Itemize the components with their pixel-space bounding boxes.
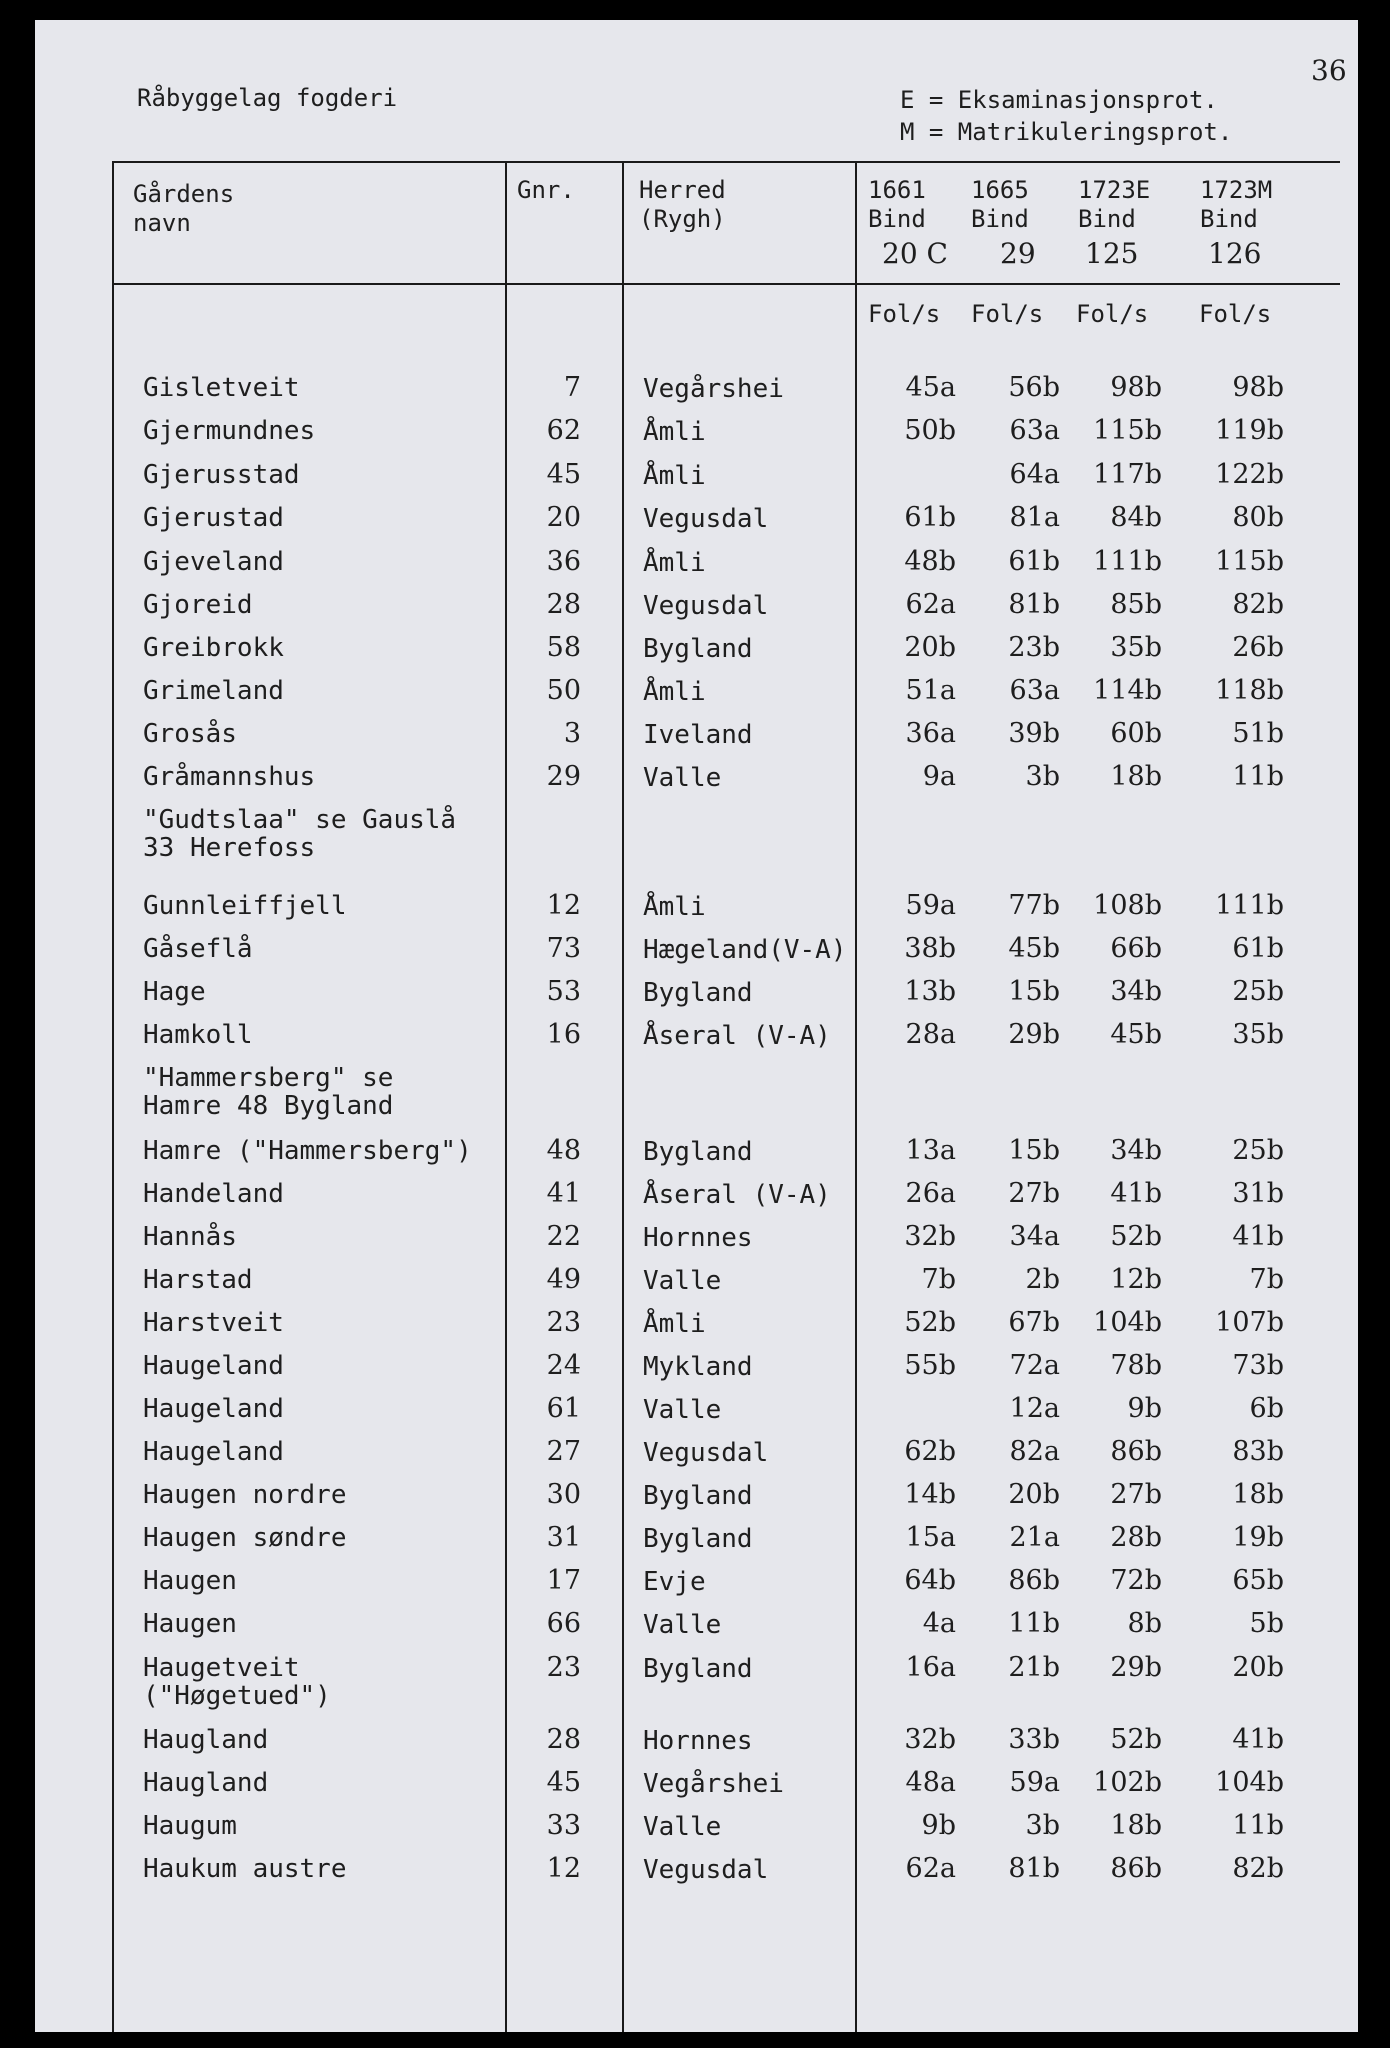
farm-name: Haugen søndre [143, 1523, 347, 1553]
table-row [0, 1652, 1390, 1711]
fol-1723m: 83b [1232, 1436, 1284, 1467]
gnr-value: 45 [546, 459, 581, 490]
table-row [0, 1812, 1390, 1854]
herred-name: Åseral (V-A) [643, 1021, 831, 1051]
fol-1723m: 80b [1232, 502, 1284, 533]
fol-1723e: 52b [1110, 1221, 1162, 1252]
fol-1661: 61b [904, 502, 956, 533]
fol-1665: 27b [1008, 1178, 1060, 1209]
table-row [0, 720, 1390, 762]
gnr-value: 36 [546, 546, 581, 577]
farm-name: Gjoreid [143, 590, 253, 620]
table-row [0, 763, 1390, 805]
fol-1665: 3b [1025, 761, 1060, 792]
fol-1661: 9a [922, 761, 956, 792]
farm-name: "Hammersberg" se Hamre 48 Bygland [143, 1063, 394, 1121]
fols-1665: Fol/s [971, 300, 1044, 328]
gnr-value: 62 [546, 415, 581, 446]
fol-1665: 77b [1008, 890, 1060, 921]
fol-1723e: 111b [1093, 546, 1162, 577]
fol-1723m: 98b [1232, 372, 1284, 403]
fol-1723e: 8b [1127, 1608, 1162, 1639]
herred-name: Bygland [643, 1137, 753, 1167]
farm-name: Greibrokk [143, 633, 284, 663]
fol-1661: 62a [905, 589, 956, 620]
fol-1723m: 19b [1232, 1522, 1284, 1553]
fol-1723e: 86b [1110, 1853, 1162, 1884]
farm-name: Gjerustad [143, 503, 284, 533]
fol-1665: 82a [1009, 1436, 1060, 1467]
fol-1723m: 18b [1232, 1479, 1284, 1510]
bind-1723e: 125 [1085, 237, 1139, 270]
header-bottom-rule [112, 283, 1340, 285]
herred-name: Hægeland(V-A) [643, 935, 847, 965]
herred-name: Vegusdal [643, 591, 769, 621]
fol-1723e: 18b [1110, 761, 1162, 792]
fol-1723m: 82b [1232, 589, 1284, 620]
gnr-value: 31 [546, 1522, 581, 1553]
fol-1665: 61b [1008, 546, 1060, 577]
fol-1723e: 72b [1110, 1565, 1162, 1596]
gnr-value: 16 [546, 1019, 581, 1050]
gnr-value: 29 [546, 761, 581, 792]
farm-name: Gråmannshus [143, 762, 316, 792]
herred-name: Vegusdal [643, 1438, 769, 1468]
fol-1723m: 61b [1232, 933, 1284, 964]
fol-1723m: 73b [1232, 1350, 1284, 1381]
farm-name: Gjeveland [143, 547, 284, 577]
table-row [0, 504, 1390, 546]
fol-1661: 64b [904, 1565, 956, 1596]
fol-1661: 4a [922, 1608, 956, 1639]
fol-1665: 63a [1009, 675, 1060, 706]
fol-1723m: 11b [1232, 761, 1284, 792]
herred-name: Valle [643, 1395, 722, 1425]
herred-name: Åmli [643, 677, 706, 707]
farm-name: Handeland [143, 1179, 284, 1209]
table-row [0, 1063, 1390, 1121]
table-row [0, 805, 1390, 863]
herred-name: Åseral (V-A) [643, 1180, 831, 1210]
fol-1665: 56b [1008, 372, 1060, 403]
fol-1723m: 25b [1232, 976, 1284, 1007]
farm-name: "Gudtslaa" se Gauslå 33 Herefoss [143, 805, 457, 863]
fol-1661: 32b [904, 1724, 956, 1755]
fol-1723e: 12b [1110, 1264, 1162, 1295]
fol-1665: 21a [1009, 1522, 1060, 1553]
table-row [0, 935, 1390, 977]
bind-1723m: 126 [1208, 237, 1262, 270]
table-row [0, 1567, 1390, 1609]
farm-name: Gunnleiffjell [143, 891, 347, 921]
fol-1723m: 122b [1215, 459, 1284, 490]
herred-name: Vegusdal [643, 504, 769, 534]
fol-1665: 20b [1008, 1479, 1060, 1510]
table-row [0, 374, 1390, 416]
gnr-value: 7 [563, 372, 581, 403]
header-herred: Herred (Rygh) [639, 176, 726, 233]
herred-name: Vegusdal [643, 1855, 769, 1885]
fol-1665: 59a [1009, 1767, 1060, 1798]
herred-name: Mykland [643, 1352, 753, 1382]
herred-name: Hornnes [643, 1223, 753, 1253]
fol-1665: 21b [1008, 1652, 1060, 1683]
fol-1665: 81a [1009, 502, 1060, 533]
farm-name: Harstad [143, 1265, 253, 1295]
fol-1723e: 18b [1110, 1810, 1162, 1841]
fols-1723e: Fol/s [1076, 300, 1149, 328]
fol-1661: 51a [905, 675, 956, 706]
gnr-value: 3 [563, 718, 581, 749]
gnr-value: 24 [546, 1350, 581, 1381]
table-row [0, 1137, 1390, 1179]
table-row [0, 892, 1390, 934]
fol-1723m: 35b [1232, 1019, 1284, 1050]
table-row [0, 1309, 1390, 1351]
gnr-value: 45 [546, 1767, 581, 1798]
fol-1661: 62b [904, 1436, 956, 1467]
fol-1661: 7b [921, 1264, 956, 1295]
fol-1723e: 98b [1110, 372, 1162, 403]
legend [900, 84, 1232, 148]
table-row [0, 1223, 1390, 1265]
bind-1665: 29 [1000, 237, 1036, 270]
herred-name: Bygland [643, 634, 753, 664]
farm-name: Haugetveit ("Høgetued") [143, 1653, 331, 1711]
table-row [0, 1524, 1390, 1566]
legend-line-e: E = Eksaminasjonsprot. [900, 86, 1218, 114]
fol-1723e: 27b [1110, 1479, 1162, 1510]
table-row [0, 1395, 1390, 1437]
farm-name: Haugeland [143, 1351, 284, 1381]
herred-name: Åmli [643, 548, 706, 578]
header-col-1723e: 1723E Bind [1078, 176, 1151, 233]
gnr-value: 41 [546, 1178, 581, 1209]
fol-1665: 11b [1008, 1608, 1060, 1639]
table-row [0, 548, 1390, 590]
gnr-value: 49 [546, 1264, 581, 1295]
farm-name: Grosås [143, 719, 237, 749]
fol-1723e: 28b [1110, 1522, 1162, 1553]
table-row [0, 1352, 1390, 1394]
farm-name: Hannås [143, 1222, 237, 1252]
table-row [0, 461, 1390, 503]
herred-name: Åmli [643, 1309, 706, 1339]
fol-1661: 50b [904, 415, 956, 446]
page-title: Råbyggelag fogderi [137, 84, 398, 112]
fol-1723e: 34b [1110, 1135, 1162, 1166]
fol-1723m: 41b [1232, 1221, 1284, 1252]
fol-1665: 12a [1009, 1393, 1060, 1424]
fol-1723m: 107b [1215, 1307, 1284, 1338]
fol-1723e: 78b [1110, 1350, 1162, 1381]
fols-1723m: Fol/s [1199, 300, 1272, 328]
gnr-value: 28 [546, 589, 581, 620]
header-gnr: Gnr. [517, 176, 575, 204]
gnr-value: 12 [546, 1853, 581, 1884]
fol-1723m: 26b [1232, 632, 1284, 663]
fol-1661: 38b [904, 933, 956, 964]
fol-1665: 3b [1025, 1810, 1060, 1841]
herred-name: Valle [643, 1610, 722, 1640]
herred-name: Vegårshei [643, 374, 784, 404]
fol-1665: 86b [1008, 1565, 1060, 1596]
fol-1665: 23b [1008, 632, 1060, 663]
fol-1665: 15b [1008, 976, 1060, 1007]
header-col-1665: 1665 Bind [971, 176, 1029, 233]
fol-1665: 67b [1008, 1307, 1060, 1338]
fol-1661: 15a [905, 1522, 956, 1553]
farm-name: Hamkoll [143, 1020, 253, 1050]
farm-name: Haukum austre [143, 1854, 347, 1884]
table-row [0, 1769, 1390, 1811]
fol-1723e: 60b [1110, 718, 1162, 749]
gnr-value: 28 [546, 1724, 581, 1755]
fol-1661: 13b [904, 976, 956, 1007]
table-row [0, 591, 1390, 633]
fol-1723m: 41b [1232, 1724, 1284, 1755]
gnr-value: 61 [546, 1393, 581, 1424]
fol-1661: 45a [905, 372, 956, 403]
fol-1723e: 84b [1110, 502, 1162, 533]
header-name: Gårdens navn [133, 180, 235, 237]
fol-1723m: 115b [1215, 546, 1284, 577]
fol-1665: 15b [1008, 1135, 1060, 1166]
gnr-value: 23 [546, 1307, 581, 1338]
fol-1723e: 102b [1093, 1767, 1162, 1798]
gnr-value: 27 [546, 1436, 581, 1467]
herred-name: Hornnes [643, 1726, 753, 1756]
gnr-value: 22 [546, 1221, 581, 1252]
fol-1723e: 117b [1093, 459, 1162, 490]
farm-name: Gjerusstad [143, 460, 300, 490]
page-number: 36 [1311, 54, 1347, 87]
fol-1723e: 52b [1110, 1724, 1162, 1755]
herred-name: Vegårshei [643, 1769, 784, 1799]
farm-name: Hage [143, 977, 206, 1007]
gnr-value: 12 [546, 890, 581, 921]
fol-1723e: 34b [1110, 976, 1162, 1007]
table-row [0, 978, 1390, 1020]
farm-name: Grimeland [143, 676, 284, 706]
fol-1723m: 119b [1215, 415, 1284, 446]
gnr-value: 33 [546, 1810, 581, 1841]
fol-1723e: 85b [1110, 589, 1162, 620]
herred-name: Valle [643, 763, 722, 793]
fol-1723m: 31b [1232, 1178, 1284, 1209]
fol-1661: 52b [904, 1307, 956, 1338]
gnr-value: 30 [546, 1479, 581, 1510]
farm-name: Haugum [143, 1811, 237, 1841]
fol-1661: 20b [904, 632, 956, 663]
fol-1723m: 104b [1215, 1767, 1284, 1798]
herred-name: Åmli [643, 461, 706, 491]
fol-1723m: 65b [1232, 1565, 1284, 1596]
fol-1661: 26a [905, 1178, 956, 1209]
fol-1723e: 115b [1093, 415, 1162, 446]
fol-1661: 36a [905, 718, 956, 749]
fol-1665: 29b [1008, 1019, 1060, 1050]
header-col-1661: 1661 Bind [868, 176, 926, 233]
farm-name: Haugeland [143, 1394, 284, 1424]
table-row [0, 1021, 1390, 1063]
fol-1723m: 111b [1215, 890, 1284, 921]
fol-1661: 28a [905, 1019, 956, 1050]
herred-name: Valle [643, 1266, 722, 1296]
fol-1665: 39b [1008, 718, 1060, 749]
fol-1665: 81b [1008, 589, 1060, 620]
fol-1723e: 45b [1110, 1019, 1162, 1050]
fols-1661: Fol/s [868, 300, 941, 328]
bind-1661: 20 C [882, 237, 948, 270]
fol-1661: 59a [905, 890, 956, 921]
fol-1661: 62a [905, 1853, 956, 1884]
fol-1661: 9b [921, 1810, 956, 1841]
fol-1723e: 108b [1093, 890, 1162, 921]
fol-1661: 48a [905, 1767, 956, 1798]
fol-1665: 63a [1009, 415, 1060, 446]
farm-name: Haugen [143, 1609, 237, 1639]
fol-1661: 55b [904, 1350, 956, 1381]
herred-name: Evje [643, 1567, 706, 1597]
fol-1661: 16a [905, 1652, 956, 1683]
fol-1723e: 29b [1110, 1652, 1162, 1683]
gnr-value: 66 [546, 1608, 581, 1639]
fol-1723m: 7b [1249, 1264, 1284, 1295]
farm-name: Gåseflå [143, 934, 253, 964]
farm-name: Hamre ("Hammersberg") [143, 1136, 472, 1166]
farm-name: Haugland [143, 1768, 269, 1798]
gnr-value: 53 [546, 976, 581, 1007]
fol-1661: 48b [904, 546, 956, 577]
table-row [0, 417, 1390, 459]
fol-1723e: 86b [1110, 1436, 1162, 1467]
fol-1665: 81b [1008, 1853, 1060, 1884]
table-row [0, 634, 1390, 676]
fol-1723m: 20b [1232, 1652, 1284, 1683]
fol-1665: 64a [1009, 459, 1060, 490]
legend-line-m: M = Matrikuleringsprot. [900, 118, 1233, 146]
farm-name: Haugeland [143, 1437, 284, 1467]
gnr-value: 73 [546, 933, 581, 964]
herred-name: Åmli [643, 892, 706, 922]
fol-1723m: 25b [1232, 1135, 1284, 1166]
table-row [0, 677, 1390, 719]
table-top-rule [112, 161, 1340, 163]
table-row [0, 1481, 1390, 1523]
farm-name: Haugen nordre [143, 1480, 347, 1510]
herred-name: Åmli [643, 417, 706, 447]
fol-1723m: 82b [1232, 1853, 1284, 1884]
gnr-value: 23 [546, 1652, 581, 1683]
fol-1661: 13a [905, 1135, 956, 1166]
farm-name: Harstveit [143, 1308, 284, 1338]
table-row [0, 1266, 1390, 1308]
herred-name: Iveland [643, 720, 753, 750]
fol-1723e: 66b [1110, 933, 1162, 964]
herred-name: Bygland [643, 1481, 753, 1511]
fol-1665: 45b [1008, 933, 1060, 964]
farm-name: Gjermundnes [143, 416, 316, 446]
fol-1665: 2b [1025, 1264, 1060, 1295]
farm-name: Gisletveit [143, 373, 300, 403]
fol-1723m: 51b [1232, 718, 1284, 749]
fol-1723e: 9b [1127, 1393, 1162, 1424]
fol-1723e: 114b [1093, 675, 1162, 706]
fol-1661: 32b [904, 1221, 956, 1252]
fol-1665: 34a [1009, 1221, 1060, 1252]
table-row [0, 1726, 1390, 1768]
table-row [0, 1855, 1390, 1897]
farm-name: Haugen [143, 1566, 237, 1596]
gnr-value: 50 [546, 675, 581, 706]
fol-1723m: 5b [1249, 1608, 1284, 1639]
gnr-value: 20 [546, 502, 581, 533]
herred-name: Bygland [643, 1654, 753, 1684]
fol-1723m: 118b [1215, 675, 1284, 706]
table-row [0, 1438, 1390, 1480]
herred-name: Bygland [643, 978, 753, 1008]
header-col-1723m: 1723M Bind [1200, 176, 1273, 233]
herred-name: Bygland [643, 1524, 753, 1554]
gnr-value: 17 [546, 1565, 581, 1596]
fol-1665: 72a [1009, 1350, 1060, 1381]
farm-name: Haugland [143, 1725, 269, 1755]
fol-1723e: 35b [1110, 632, 1162, 663]
fol-1723m: 11b [1232, 1810, 1284, 1841]
table-row [0, 1180, 1390, 1222]
table-row [0, 1610, 1390, 1652]
herred-name: Valle [643, 1812, 722, 1842]
fol-1723e: 104b [1093, 1307, 1162, 1338]
fol-1661: 14b [904, 1479, 956, 1510]
gnr-value: 48 [546, 1135, 581, 1166]
gnr-value: 58 [546, 632, 581, 663]
fol-1723e: 41b [1110, 1178, 1162, 1209]
fol-1665: 33b [1008, 1724, 1060, 1755]
fol-1723m: 6b [1249, 1393, 1284, 1424]
